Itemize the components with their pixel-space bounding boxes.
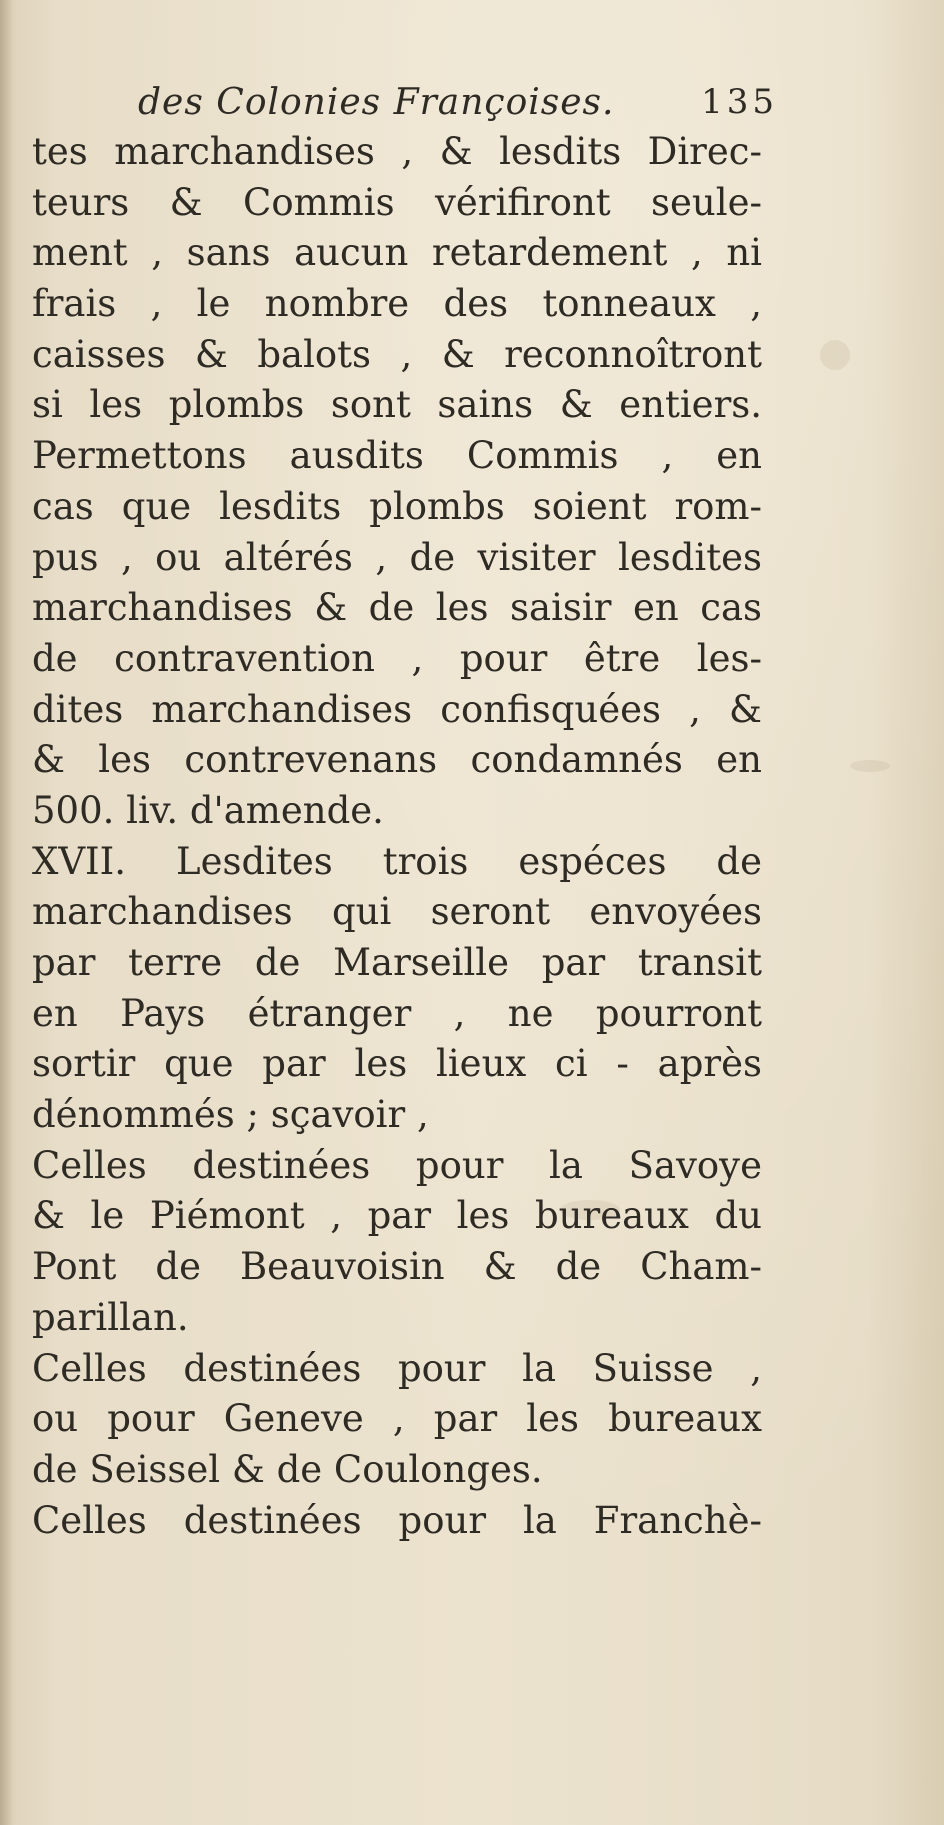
text-line: cas que lesdits plombs soient rom-: [32, 484, 762, 528]
text-line: par terre de Marseille par transit: [32, 941, 762, 984]
text-line: marchandises qui seront envoyées: [32, 890, 762, 934]
text-line: frais , le nombre des tonneaux ,: [32, 282, 762, 326]
text-line: Pont de Beauvoisin & de Cham-: [32, 1245, 762, 1289]
text-line: sortir que par les lieux ci - après: [32, 1042, 762, 1086]
paper-stain: [820, 340, 850, 370]
running-head: des Colonies Françoises.: [138, 82, 615, 123]
text-line: ment , sans aucun retardement , ni: [32, 231, 762, 275]
text-line: XVII. Lesdites trois espéces de: [32, 839, 762, 883]
text-line: dénommés ; sçavoir ,: [32, 1093, 429, 1137]
text-line: Celles destinées pour la Franchè-: [32, 1498, 762, 1542]
text-line: Celles destinées pour la Suisse ,: [32, 1346, 762, 1390]
text-line: tes marchandises , & lesdits Direc-: [32, 130, 762, 173]
text-line: si les plombs sont sains & entiers.: [32, 383, 762, 427]
text-line: ou pour Geneve , par les bureaux: [32, 1397, 762, 1441]
text-line: & les contrevenans condamnés en: [32, 738, 762, 782]
text-line: Celles destinées pour la Savoye: [32, 1143, 762, 1187]
text-line: dites marchandises confisquées , &: [32, 687, 762, 731]
text-line: marchandises & de les saisir en cas: [32, 586, 762, 630]
text-line: teurs & Commis vérifiront seule-: [32, 180, 762, 224]
page-header: [138, 82, 778, 132]
text-line: parillan.: [32, 1295, 189, 1339]
gutter-shadow: [0, 0, 14, 1825]
text-line: de Seissel & de Coulonges.: [32, 1447, 543, 1491]
text-line: de contravention , pour être les-: [32, 636, 762, 680]
page-number: 135: [701, 82, 778, 122]
text-line: Permettons ausdits Commis , en: [32, 434, 762, 478]
text-line: caisses & balots , & reconnoîtront: [32, 332, 762, 376]
text-line: en Pays étranger , ne pourront: [32, 991, 762, 1035]
body-text: [32, 127, 762, 1546]
paper-stain: [850, 760, 890, 772]
text-line: 500. liv. d'amende.: [32, 788, 384, 832]
text-line: & le Piémont , par les bureaux du: [32, 1194, 762, 1238]
text-line: pus , ou altérés , de visiter lesdites: [32, 535, 762, 579]
